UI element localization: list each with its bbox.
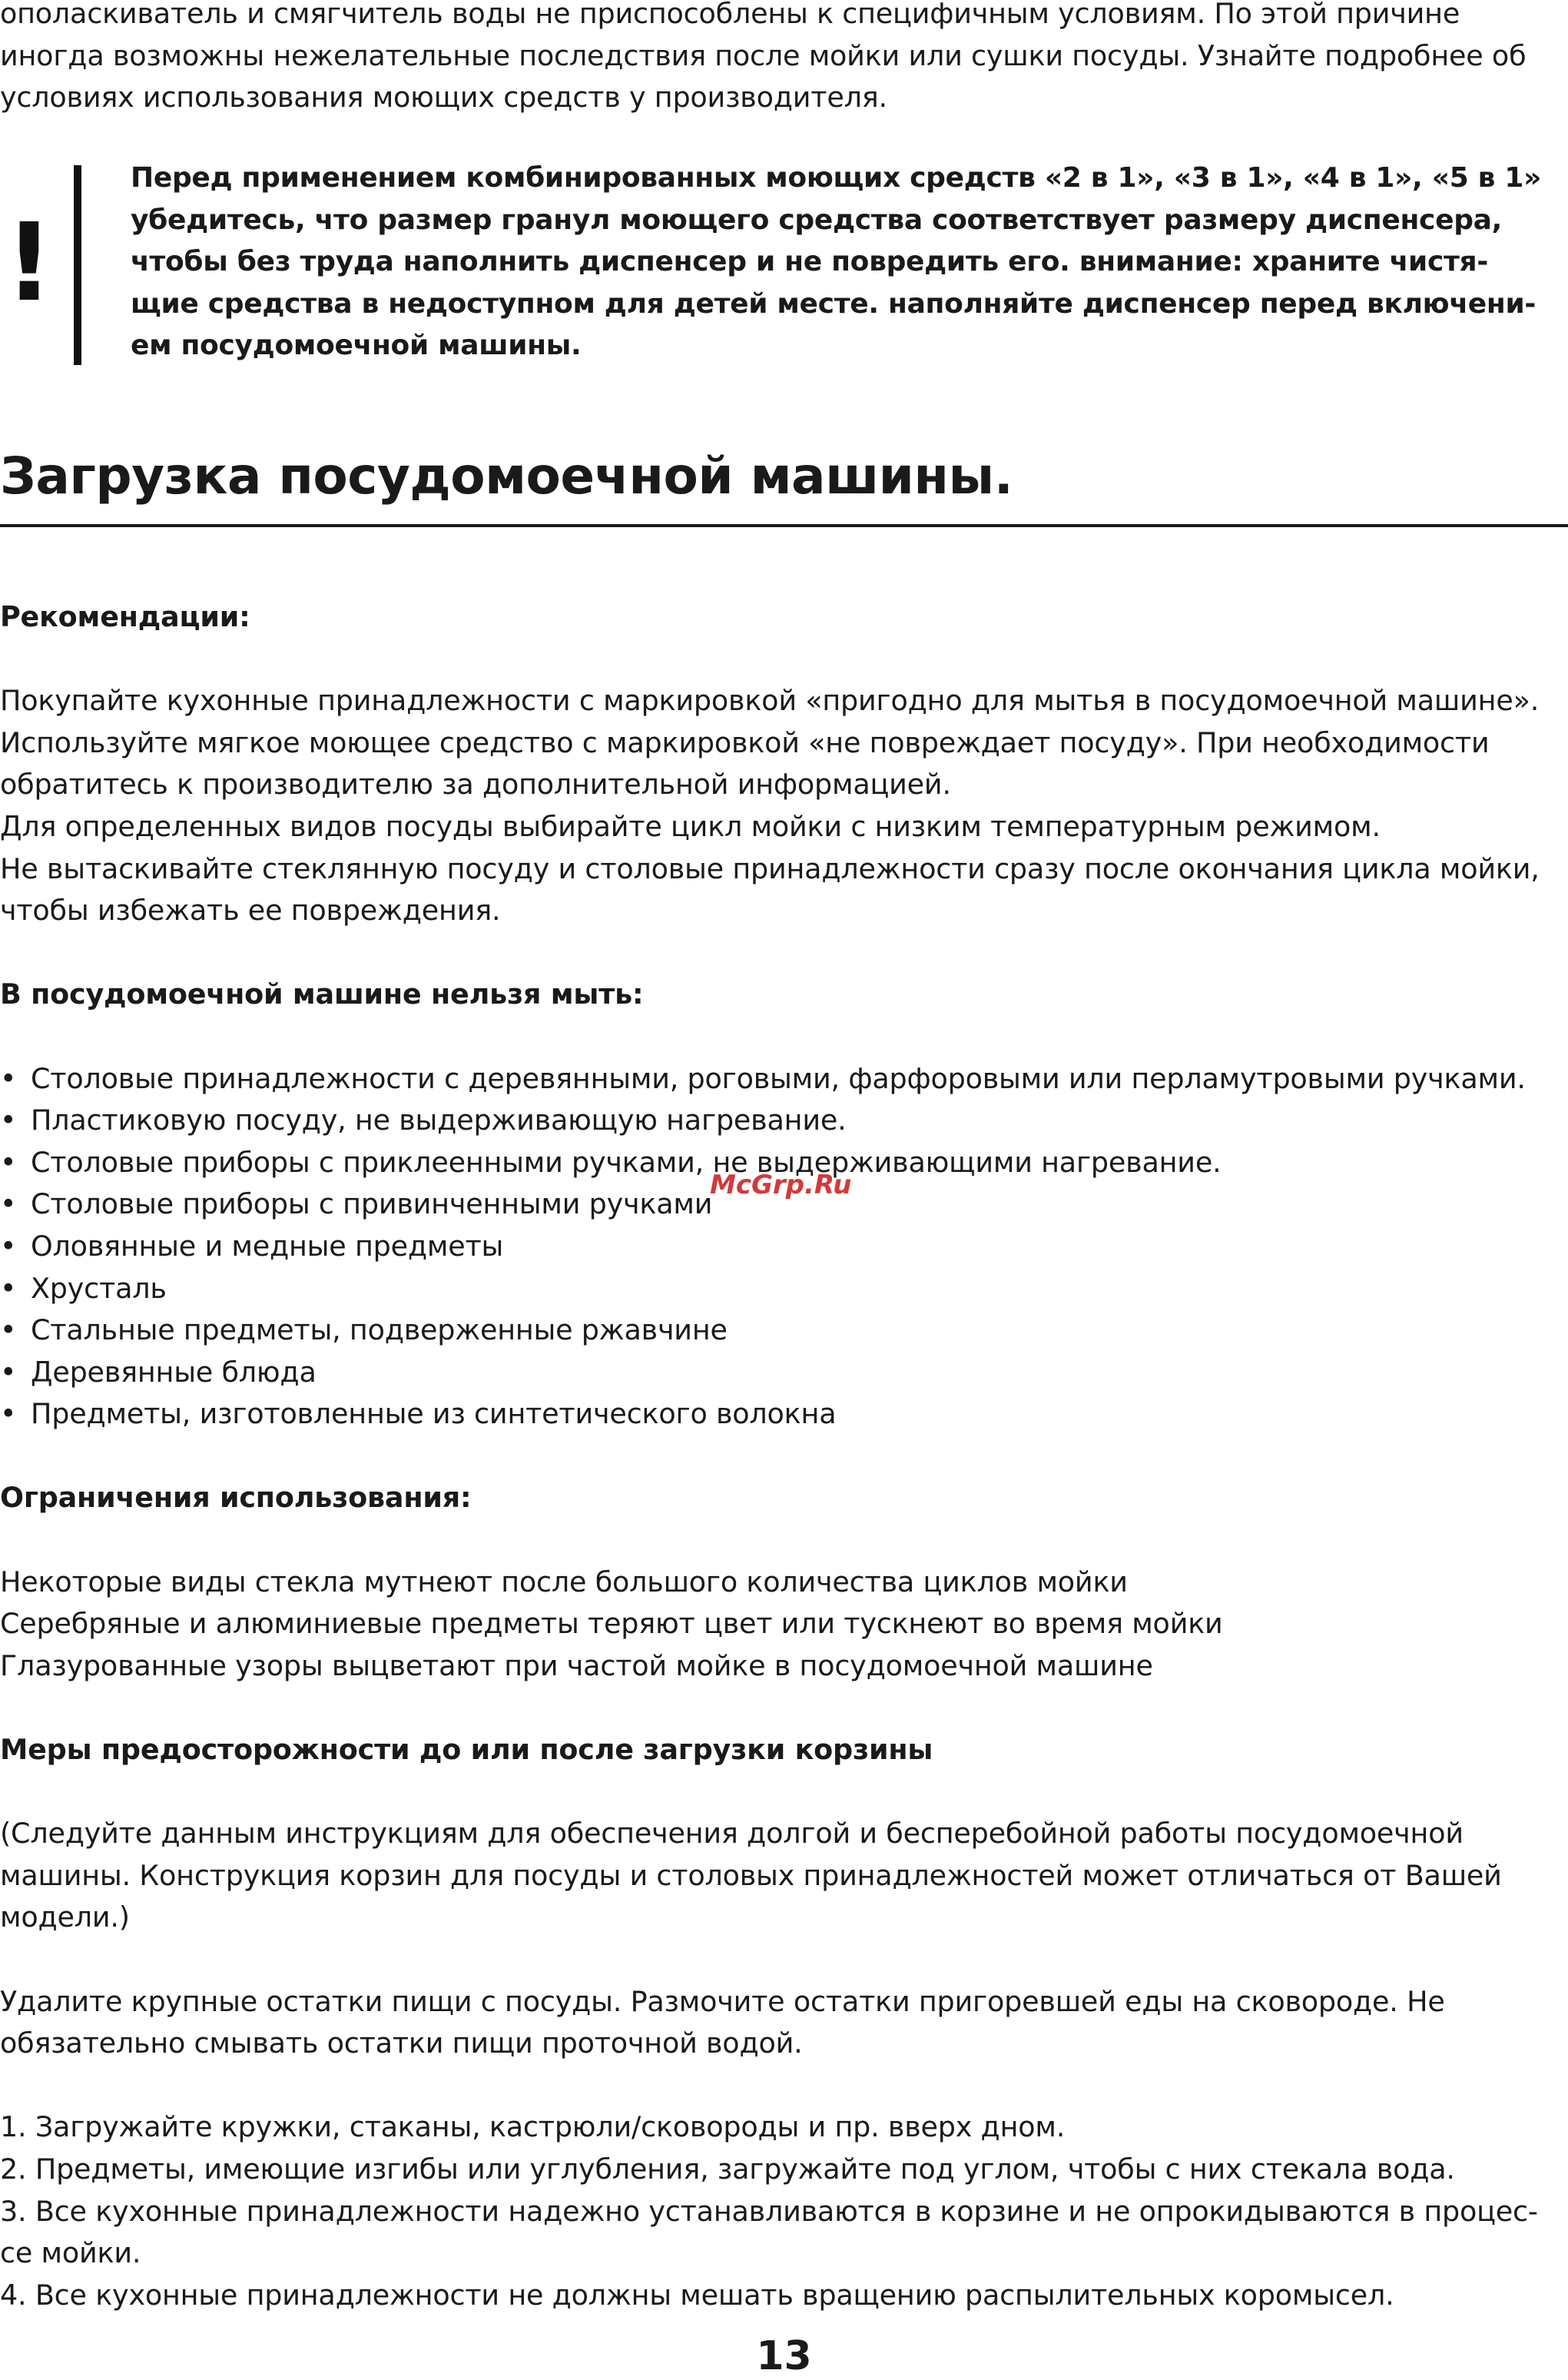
list-item-text: Оловянные и медные предметы xyxy=(31,1229,504,1263)
page-number: 13 xyxy=(756,2333,812,2379)
list-item-text: Хрусталь xyxy=(31,1271,167,1305)
step-line: 3. Все кухонные принадлежности надежно устанавливаются в корзине и не опрокидываются в процес- xyxy=(0,2194,1538,2228)
spacer xyxy=(0,1771,1568,1814)
limitations-heading: Ограничения использования: xyxy=(0,1481,472,1515)
warning-line: Перед применением комбинированных моющих средств «2 в 1», «3 в 1», «4 в 1», «5 в 1» xyxy=(131,162,1542,194)
bullet-icon: • xyxy=(0,1061,17,1095)
list-item-text: Столовые приборы с приклеенными ручками, не выдерживающими нагревание. xyxy=(31,1145,1222,1179)
list-item xyxy=(0,1352,1568,1394)
watermark: McGrp.Ru xyxy=(710,1170,852,1200)
bullet-icon: • xyxy=(0,1229,17,1263)
list-item xyxy=(0,1100,1568,1142)
spacer xyxy=(0,1687,1568,1729)
warning-line: щие средства в недоступном для детей месте. наполняйте диспенсер перед включени- xyxy=(131,287,1537,320)
recommendations-heading: Рекомендации: xyxy=(0,600,250,633)
section-divider xyxy=(0,524,1568,527)
precautions-prep-line: обязательно смывать остатки пищи проточной водой. xyxy=(0,2026,803,2060)
list-item xyxy=(0,1309,1568,1352)
recommendations-line: Не вытаскивайте стеклянную посуду и столовые принадлежности сразу после окончания цикла мойки, xyxy=(0,851,1540,885)
list-item xyxy=(0,1058,1568,1100)
list-item-text: Стальные предметы, подверженные ржавчине xyxy=(31,1313,728,1347)
bullet-icon: • xyxy=(0,1397,17,1431)
recommendations-line: Покупайте кухонные принадлежности с маркировкой «пригодно для мытья в посудомоечной машине». xyxy=(0,684,1540,718)
intro-line: ополаскиватель и смягчитель воды не приспособлены к специфичным условиям. По этой причине xyxy=(0,0,1460,30)
forbidden-list xyxy=(0,1058,1568,1436)
exclamation-icon: ! xyxy=(5,201,54,326)
bullet-icon: • xyxy=(0,1355,17,1389)
recommendations-line: обратитесь к производителю за дополнительной информацией. xyxy=(0,768,951,802)
intro-paragraph xyxy=(0,0,1568,119)
precautions-note-line: модели.) xyxy=(0,1900,130,1934)
precautions-steps xyxy=(0,2106,1568,2316)
recommendations-line: чтобы избежать ее повреждения. xyxy=(0,894,501,928)
list-item xyxy=(0,1393,1568,1436)
bullet-icon: • xyxy=(0,1271,17,1305)
list-item-text: Деревянные блюда xyxy=(31,1355,317,1389)
precautions-note-line: машины. Конструкция корзин для посуды и столовых принадлежностей может отличаться от Вашей xyxy=(0,1858,1502,1892)
bullet-icon: • xyxy=(0,1313,17,1347)
precautions-prep-line: Удалите крупные остатки пищи с посуды. Размочите остатки пригоревшей еды на сковороде. Не xyxy=(0,1984,1445,2018)
list-item xyxy=(0,1268,1568,1310)
limitations-paragraph xyxy=(0,1562,1568,1688)
bullet-icon: • xyxy=(0,1187,17,1221)
bullet-icon: • xyxy=(0,1104,17,1137)
spacer xyxy=(0,1016,1568,1058)
warning-line: убедитесь, что размер гранул моющего средства соответствует размеру диспенсера, xyxy=(131,204,1503,236)
section-title: Загрузка посудомоечной машины. xyxy=(0,446,1013,506)
recommendations-line: Используйте мягкое моющее средство с маркировкой «не повреждает посуду». При необходимости xyxy=(0,725,1490,759)
list-item xyxy=(0,1226,1568,1268)
step-line: се мойки. xyxy=(0,2236,141,2270)
recommendations-line: Для определенных видов посуды выбирайте цикл мойки с низким температурным режимом. xyxy=(0,809,1381,843)
main-content xyxy=(0,596,1568,2316)
precautions-note xyxy=(0,1813,1568,1939)
precautions-heading: Меры предосторожности до или после загрузки корзины xyxy=(0,1733,933,1767)
spacer xyxy=(0,1939,1568,1981)
forbidden-heading: В посудомоечной машине нельзя мыть: xyxy=(0,978,644,1011)
bullet-icon: • xyxy=(0,1145,17,1179)
step-line: 2. Предметы, имеющие изгибы или углубления, загружайте под углом, чтобы с них стекала вода. xyxy=(0,2152,1455,2186)
spacer xyxy=(0,2065,1568,2107)
precautions-note-line: (Следуйте данным инструкциям для обеспечения долгой и бесперебойной работы посудомоечной xyxy=(0,1817,1464,1851)
intro-line: условиях использования моющих средств у производителя. xyxy=(0,81,887,115)
intro-line: иногда возможны нежелательные последствия после мойки или сушки посуды. Узнайте подробнее об xyxy=(0,38,1527,72)
warning-text xyxy=(131,158,1567,367)
recommendations-paragraph xyxy=(0,680,1568,932)
precautions-prep xyxy=(0,1981,1568,2065)
step-line: 1. Загружайте кружки, стаканы, кастрюли/сковороды и пр. вверх дном. xyxy=(0,2110,1066,2144)
list-item-text: Столовые принадлежности с деревянными, роговыми, фарфоровыми или перламутровыми ручками. xyxy=(31,1061,1526,1095)
warning-line: ем посудомоечной машины. xyxy=(131,330,582,361)
warning-block xyxy=(0,158,1568,365)
spacer xyxy=(0,1519,1568,1562)
warning-divider xyxy=(74,165,81,365)
limitations-line: Глазурованные узоры выцветают при частой мойке в посудомоечной машине xyxy=(0,1648,1153,1682)
spacer xyxy=(0,639,1568,681)
list-item-text: Пластиковую посуду, не выдерживающую нагревание. xyxy=(31,1104,847,1137)
limitations-line: Некоторые виды стекла мутнеют после большого количества циклов мойки xyxy=(0,1565,1128,1598)
list-item-text: Столовые приборы с привинченными ручками xyxy=(31,1187,713,1221)
warning-line: чтобы без труда наполнить диспенсер и не повредить его. внимание: храните чистя- xyxy=(131,246,1489,277)
limitations-line: Серебряные и алюминиевые предметы теряют цвет или тускнеют во время мойки xyxy=(0,1607,1223,1641)
spacer xyxy=(0,1436,1568,1478)
spacer xyxy=(0,932,1568,974)
step-line: 4. Все кухонные принадлежности не должны мешать вращению распылительных коромысел. xyxy=(0,2278,1394,2312)
list-item-text: Предметы, изготовленные из синтетического волокна xyxy=(31,1397,837,1431)
